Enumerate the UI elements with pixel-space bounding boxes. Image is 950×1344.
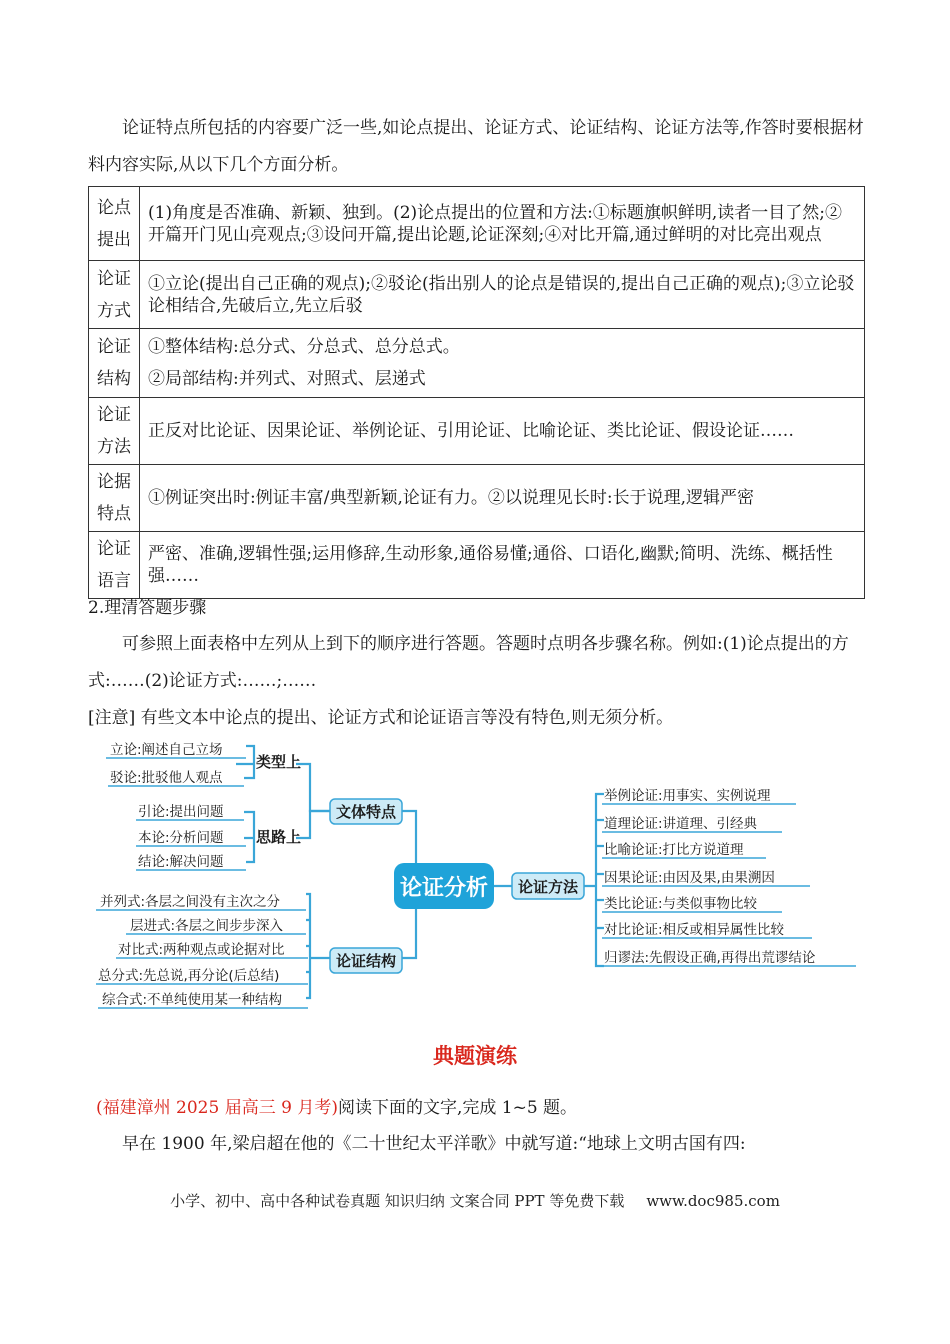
source-line bbox=[96, 1090, 872, 1127]
row-label: 论据 特点 bbox=[89, 465, 140, 532]
row-value: 严密、准确,逻辑性强;运用修辞,生动形象,通俗易懂;通俗、口语化,幽默;简明、洗练、概括性强…… bbox=[140, 532, 865, 599]
row-value: 正反对比论证、因果论证、举例论证、引用论证、比喻论证、类比论证、假设论证…… bbox=[140, 398, 865, 465]
table-row bbox=[89, 532, 865, 599]
jiegou-node: 论证结构 bbox=[335, 952, 397, 970]
fangfa-item: 因果论证:由因及果,由果溯因 bbox=[604, 870, 775, 886]
jiegou-item: 层进式:各层之间步步深入 bbox=[130, 918, 284, 934]
silu-item: 结论:解决问题 bbox=[138, 854, 224, 870]
passage-line: 早在 1900 年,梁启超在他的《二十世纪太平洋歌》中就写道:“地球上文明古国有四: bbox=[122, 1134, 746, 1154]
intro-paragraph: 论证特点所包括的内容要广泛一些,如论点提出、论证方式、论证结构、论证方法等,作答时要根据材料内容实际,从以下几个方面分析。 bbox=[88, 118, 864, 175]
source-label: (福建漳州 2025 届高三 9 月考) bbox=[96, 1098, 338, 1118]
source-instruction: 阅读下面的文字,完成 1~5 题。 bbox=[337, 1098, 578, 1118]
table-row bbox=[89, 187, 865, 261]
fangfa-item: 举例论证:用事实、实例说理 bbox=[604, 788, 771, 804]
row-label: 论证 方法 bbox=[89, 398, 140, 465]
fangfa-item: 类比论证:与类似事物比较 bbox=[604, 896, 758, 912]
silu-item: 本论:分析问题 bbox=[138, 830, 224, 846]
jiegou-item: 对比式:两种观点或论据对比 bbox=[118, 942, 285, 958]
silu-node: 思路上 bbox=[256, 828, 302, 846]
fangfa-item: 比喻论证:打比方说道理 bbox=[604, 842, 744, 858]
jiegou-item: 综合式:不单纯使用某一种结构 bbox=[102, 992, 283, 1008]
practice-title: 典题演练 bbox=[433, 1044, 517, 1068]
page-footer bbox=[0, 1190, 950, 1211]
row-value: (1)角度是否准确、新颖、独到。(2)论点提出的位置和方法:①标题旗帜鲜明,读者一目了然;②开篇开门见山亮观点;③设问开篇,提出论题,论证深刻;④对比开篇,通过鲜明的对比亮出观点 bbox=[140, 187, 865, 261]
leixing-item: 驳论:批驳他人观点 bbox=[110, 770, 223, 786]
fangfa-item: 道理论证:讲道理、引经典 bbox=[604, 816, 758, 832]
table-row bbox=[89, 465, 865, 532]
step-heading: 2.理清答题步骤 bbox=[88, 598, 207, 618]
table-row bbox=[89, 329, 865, 398]
row-value: ①整体结构:总分式、分总式、总分总式。 ②局部结构:并列式、对照式、层递式 bbox=[140, 329, 865, 398]
fangfa-node: 论证方法 bbox=[517, 878, 579, 896]
fangfa-item: 对比论证:相反或相异属性比较 bbox=[604, 922, 785, 938]
footer-link[interactable]: www.doc985.com bbox=[646, 1192, 780, 1210]
wenti-node: 文体特点 bbox=[335, 803, 397, 821]
row-label: 论点 提出 bbox=[89, 187, 140, 261]
table-row bbox=[89, 398, 865, 465]
jiegou-item: 总分式:先总说,再分论(后总结) bbox=[98, 968, 280, 984]
jiegou-item: 并列式:各层之间没有主次之分 bbox=[100, 894, 281, 910]
row-value: ①立论(提出自己正确的观点);②驳论(指出别人的论点是错误的,提出自己正确的观点);③立论驳论相结合,先破后立,先立后驳 bbox=[140, 261, 865, 329]
silu-item: 引论:提出问题 bbox=[138, 804, 224, 820]
row-label: 论证 方式 bbox=[89, 261, 140, 329]
leixing-node: 类型上 bbox=[256, 753, 302, 771]
argument-mindmap bbox=[96, 736, 858, 1016]
step-paragraph: 可参照上面表格中左列从上到下的顺序进行答题。答题时点明各步骤名称。例如:(1)论点提出的方式:……(2)论证方式:……;…… bbox=[88, 634, 849, 691]
argument-features-table bbox=[88, 186, 865, 599]
note-paragraph: [注意] 有些文本中论点的提出、论证方式和论证语言等没有特色,则无须分析。 bbox=[88, 708, 674, 728]
table-row bbox=[89, 261, 865, 329]
leixing-item: 立论:阐述自己立场 bbox=[110, 742, 223, 758]
row-label: 论证 语言 bbox=[89, 532, 140, 599]
center-node: 论证分析 bbox=[399, 876, 489, 901]
row-value: ①例证突出时:例证丰富/典型新颖,论证有力。②以说理见长时:长于说理,逻辑严密 bbox=[140, 465, 865, 532]
fangfa-item: 归谬法:先假设正确,再得出荒谬结论 bbox=[604, 950, 816, 966]
row-label: 论证 结构 bbox=[89, 329, 140, 398]
footer-text: 小学、初中、高中各种试卷真题 知识归纳 文案合同 PPT 等免费下载 bbox=[170, 1192, 625, 1210]
